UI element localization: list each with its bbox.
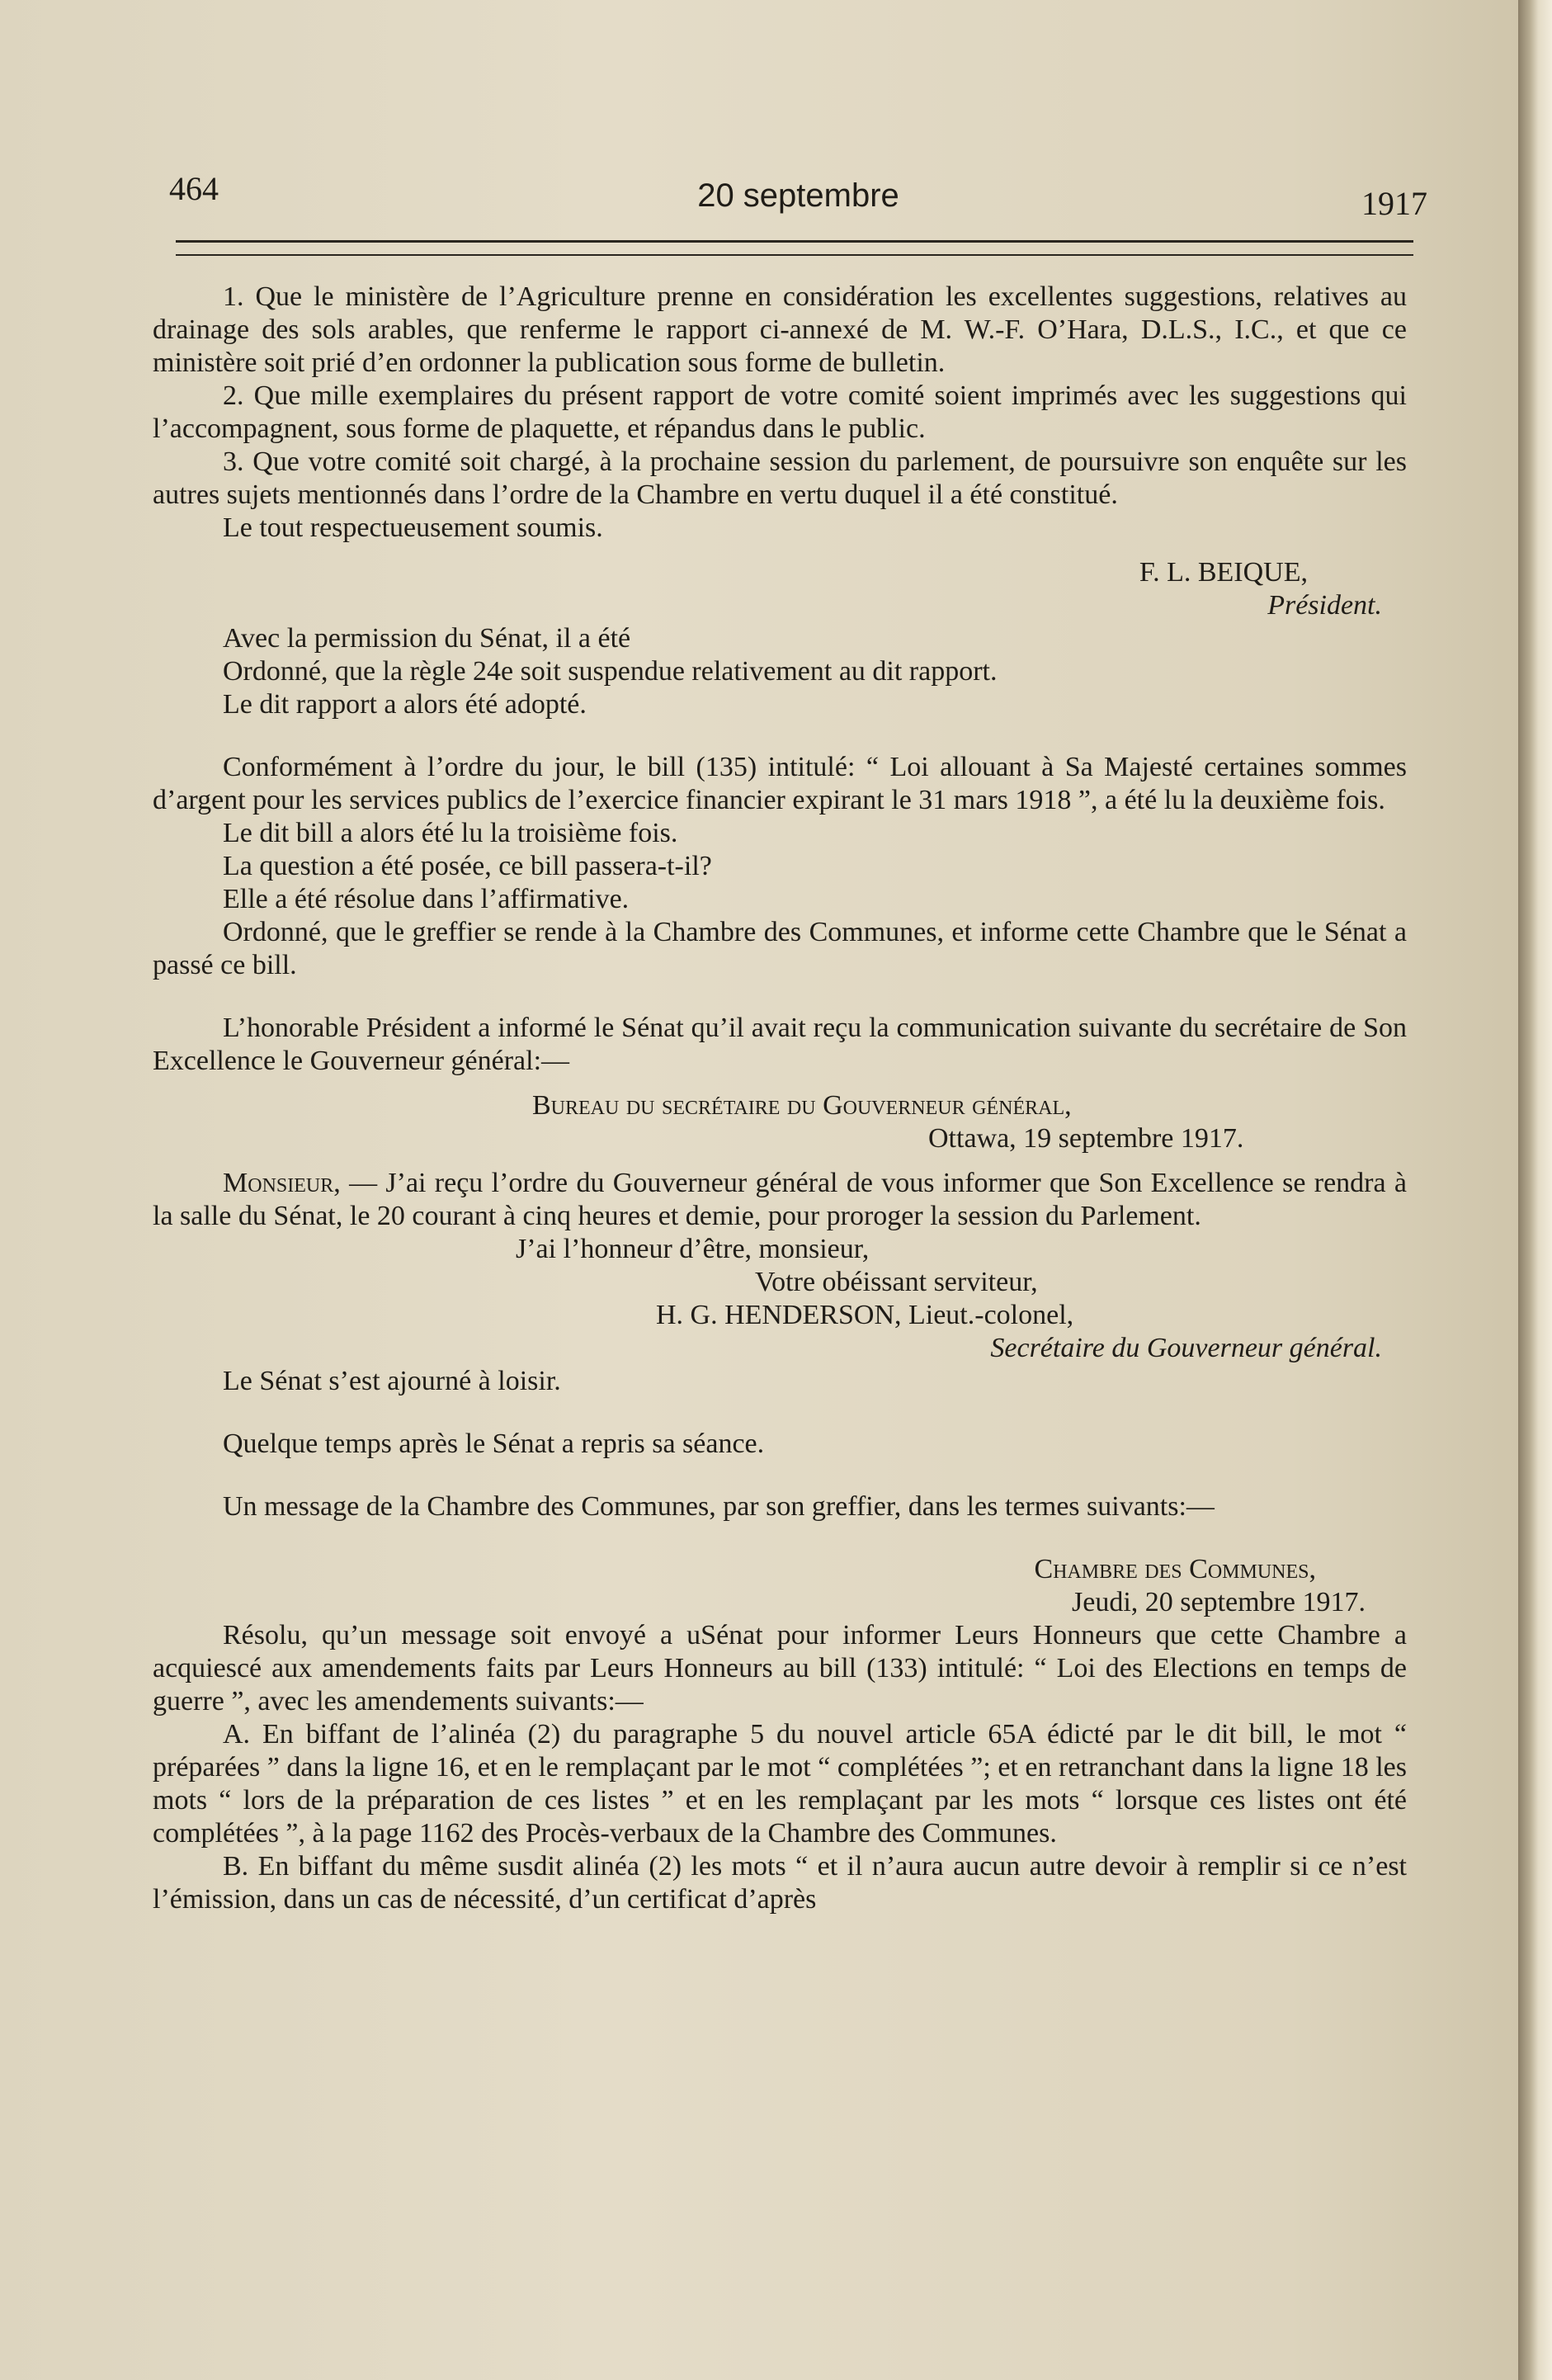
paragraph-19: A. En biffant de l’alinéa (2) du paragraphe 5 du nouvel article 65A édicté par le dit bill, le mot “ préparées ” dans la ligne 16, et en le remplaçant par le mot “ complétées ”; et en retranchant dans la ligne 18 les mots “ lors de la préparation de ces listes ” et en les remplaçant par les mots “ lorsque ces listes ont été complétées ”, à la page 1162 des Procès-verbaux de la Chambre des Communes. — [153, 1719, 1407, 1849]
paragraph-5: Avec la permission du Sénat, il a été — [223, 623, 631, 654]
paragraph-2: 2. Que mille exemplaires du présent rapport de votre comité soient imprimés avec les suggestions qui l’accompagnent, sous forme de plaquette, et répandus dans le public. — [153, 380, 1407, 444]
paragraph-18: Résolu, qu’un message soit envoyé a uSénat pour informer Leurs Honneurs que cette Chambre a acquiescé aux amendements faits par Leurs Honneurs au bill (133) intitulé: “ Loi des Elections en temps de guerre ”, avec les amendements suivants:— — [153, 1620, 1407, 1717]
closing-line-4: Secrétaire du Gouverneur général. — [990, 1333, 1382, 1363]
closing-line-1: J’ai l’honneur d’être, monsieur, — [516, 1234, 870, 1264]
paragraph-13: L’honorable Président a informé le Sénat qu’il avait reçu la communication suivante du secrétaire de Son Excellence le Gouverneur général:— — [153, 1013, 1407, 1076]
paragraph-7: Le dit rapport a alors été adopté. — [223, 689, 587, 720]
paragraph-16: Quelque temps après le Sénat a repris sa séance. — [223, 1428, 765, 1459]
document-body — [153, 281, 1407, 1916]
paragraph-6: Ordonné, que la règle 24e soit suspendue relativement au dit rapport. — [223, 656, 998, 687]
paragraph-4: Le tout respectueusement soumis. — [223, 512, 603, 543]
salutation: Monsieur, — [223, 1168, 341, 1198]
closing-line-3: H. G. HENDERSON, Lieut.-colonel, — [656, 1300, 1074, 1330]
header-rule — [176, 240, 1413, 256]
paragraph-1: 1. Que le ministère de l’Agriculture prenne en considération les excellentes suggestions, relatives au drainage des sols arables, que renferme le rapport ci-annexé de M. W.-F. O’Hara, D.L.S., I.C., et que ce ministère soit prié d’en ordonner la publication sous forme de bulletin. — [153, 281, 1407, 378]
signature-name: F. L. BEIQUE, — [1139, 557, 1308, 588]
paragraph-10: La question a été posée, ce bill passera-t-il? — [223, 851, 712, 881]
letter-address-line-2: Ottawa, 19 septembre 1917. — [928, 1123, 1244, 1154]
page-edge — [1518, 0, 1552, 2380]
paragraph-12: Ordonné, que le greffier se rende à la Chambre des Communes, et informe cette Chambre que le Sénat a passé ce bill. — [153, 917, 1407, 980]
paragraph-15: Le Sénat s’est ajourné à loisir. — [223, 1366, 561, 1396]
house-header-line-2: Jeudi, 20 septembre 1917. — [1072, 1587, 1366, 1617]
paragraph-11: Elle a été résolue dans l’affirmative. — [223, 884, 630, 914]
closing-line-2: Votre obéissant serviteur, — [755, 1267, 1038, 1297]
paragraph-9: Le dit bill a alors été lu la troisième fois. — [223, 818, 678, 848]
house-header-line-1: Chambre des Communes, — [1034, 1554, 1316, 1584]
letter-text: — J’ai reçu l’ordre du Gouverneur général de vous informer que Son Excellence se rendra à la salle du Sénat, le 20 courant à cinq heures et demie, pour proroger la session du Parlement. — [153, 1168, 1407, 1231]
paragraph-8: Conformément à l’ordre du jour, le bill (135) intitulé: “ Loi allouant à Sa Majesté certaines sommes d’argent pour les services publics de l’exercice financier expirant le 31 mars 1918 ”, a été lu la deuxième fois. — [153, 752, 1407, 815]
letter-address-line-1: Bureau du secrétaire du Gouverneur général, — [532, 1090, 1072, 1121]
paragraph-17: Un message de la Chambre des Communes, par son greffier, dans les termes suivants:— — [223, 1491, 1215, 1522]
paragraph-20: B. En biffant du même susdit alinéa (2) les mots “ et il n’aura aucun autre devoir à remplir si ce n’est l’émission, dans un cas de nécessité, d’un certificat d’après — [153, 1851, 1407, 1915]
paragraph-3: 3. Que votre comité soit chargé, à la prochaine session du parlement, de poursuivre son enquête sur les autres sujets mentionnés dans l’ordre de la Chambre en vertu duquel il a été constitué. — [153, 446, 1407, 510]
page-header — [169, 169, 1427, 227]
signature-title: Président. — [1267, 590, 1382, 621]
header-year: 1917 — [1361, 185, 1427, 222]
paragraph-14 — [153, 1167, 1407, 1233]
header-date: 20 septembre — [697, 177, 899, 214]
page-number: 464 — [169, 170, 219, 207]
